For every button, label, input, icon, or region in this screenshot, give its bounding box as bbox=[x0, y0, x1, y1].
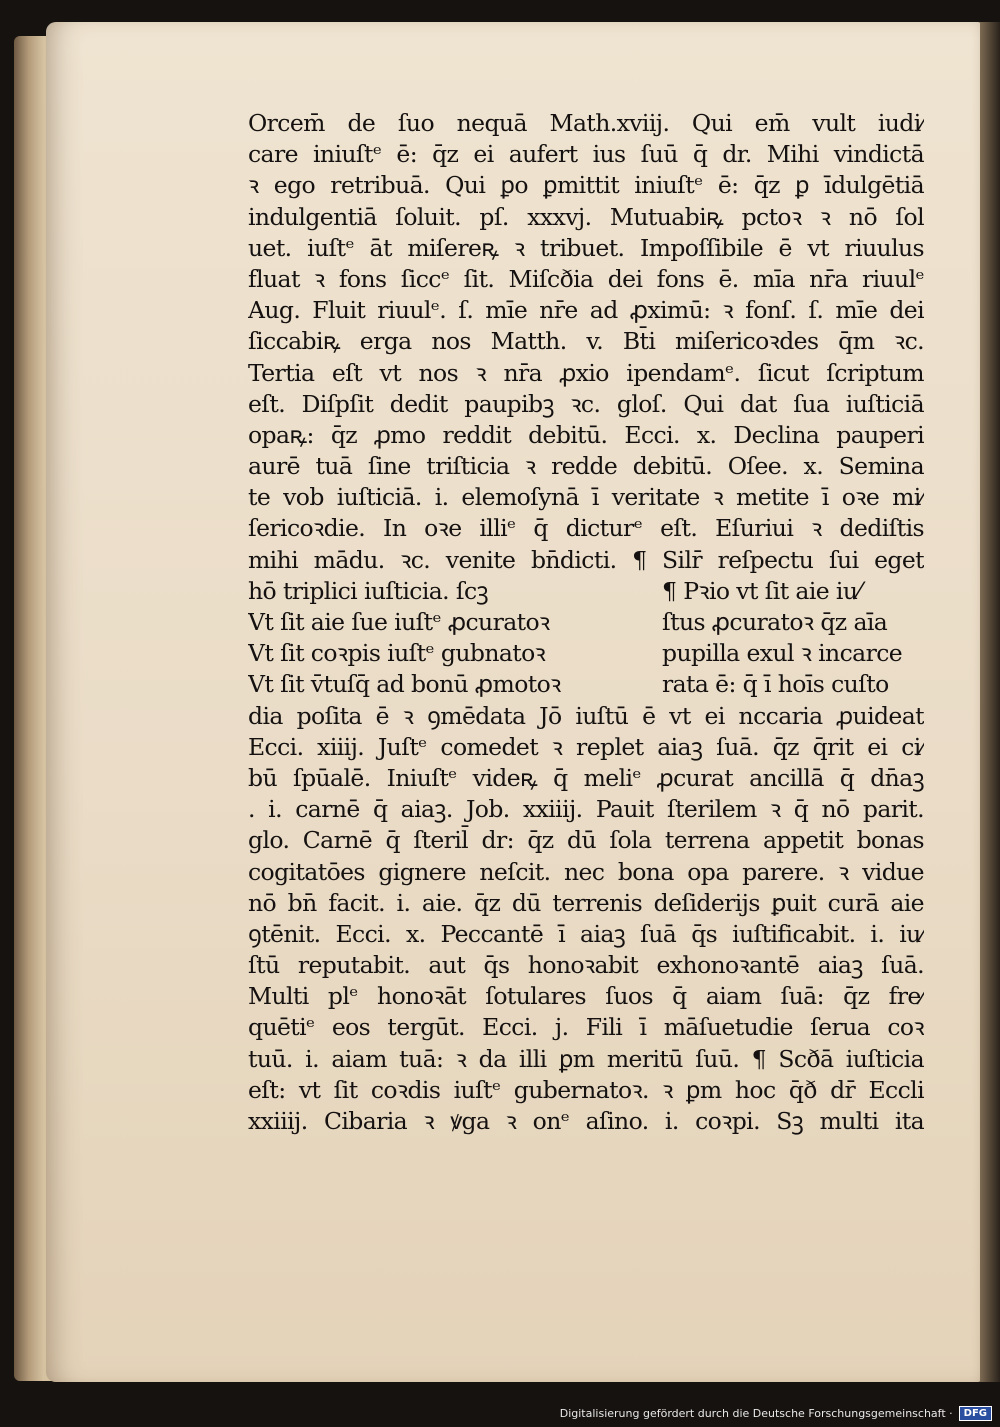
text-line: Tertia eſt vt nos ꝛ nr̄a ꝓxio ipendamᵉ. ſicut ſcriptum bbox=[248, 358, 924, 387]
text-line: ꝛ ego retribuā. Qui ꝑo ꝑmittit iniuſtᵉ ē: q̄z ꝑ īdulgētiā bbox=[248, 171, 924, 200]
text-line: Multi plᵉ honoꝛāt ſotulares ſuos q̄ aiam ſuā: q̄z fre⁄ bbox=[248, 982, 924, 1011]
text-line: xxiiij. Cibaria ꝛ ꝟga ꝛ onᵉ aſino. i. coꝛpi. Sꝫ multi ita bbox=[248, 1107, 924, 1135]
page-shadow-strip bbox=[980, 22, 1000, 1382]
text-line: Orcem̄ de ſuo nequā Math.xviij. Qui em̄ vult iudi⁄ bbox=[248, 109, 924, 137]
text-line: eſt: vt ſit coꝛdis iuſtᵉ gubernatoꝛ. ꝛ ꝑm hoc q̄ð dr̄ Eccli bbox=[248, 1075, 924, 1104]
text-line: ſiccabiꝶ erga nos Matth. v. Bt̄i miſericoꝛdes q̄m ꝛc. bbox=[248, 327, 924, 356]
text-line: te vob iuſticiā. i. elemoſynā ī veritate ꝛ metite ī oꝛe mi⁄ bbox=[248, 483, 924, 512]
text-line: bū ſpūalē. Iniuſtᵉ videꝶ q̄ meliᵉ ꝓcurat ancillā q̄ dn̄aꝫ bbox=[248, 763, 924, 792]
text-line: ſtū reputabit. aut q̄s honoꝛabit exhonoꝛantē aiaꝫ ſuā. bbox=[248, 951, 924, 980]
dfg-logo[interactable]: DFG bbox=[959, 1406, 992, 1421]
text-line: ꝯtēnit. Ecci. x. Peccantē ī aiaꝫ ſuā q̄s iuſtificabit. i. iu⁄ bbox=[248, 919, 924, 948]
page-text bbox=[248, 108, 924, 1137]
text-row-split bbox=[248, 576, 924, 607]
text-line: indulgentiā ſoluit. pſ. xxxvj. Mutuabiꝶ pctoꝛ ꝛ nō ſol bbox=[248, 202, 924, 231]
text-line: Ecci. xiiij. Juſtᵉ comedet ꝛ replet aiaꝫ ſuā. q̄z q̄rit ei ci⁄ bbox=[248, 732, 924, 761]
text-line-right: pupilla exul ꝛ incarce bbox=[662, 639, 903, 668]
text-line: quētiᵉ eos tergūt. Ecci. j. Fili ī māſuetudie ſerua coꝛ bbox=[248, 1013, 924, 1042]
list-item: Vt ſit v̄tuſq̄ ad bonū ꝓmotoꝛ bbox=[248, 670, 561, 699]
text-line-right: ſtus ꝓcuratoꝛ q̄z aīa bbox=[662, 608, 888, 636]
text-line: tuū. i. aiam tuā: ꝛ da illi ꝑm meritū ſuū. ¶ Scðā iuſticia bbox=[248, 1044, 924, 1073]
text-line: glo. Carnē q̄ ſteril̄ dr: q̄z dū ſola terrena appetit bonas bbox=[248, 826, 924, 855]
text-line: uet. iuſtᵉ āt miſereꝶ ꝛ tribuet. Impoſſibile ē vt riuulus bbox=[248, 233, 924, 262]
credit-text: Digitalisierung gefördert durch die Deutsche Forschungsgemeinschaft · bbox=[559, 1407, 953, 1420]
text-line: care iniuſtᵉ ē: q̄z ei aufert ius ſuū q̄ dr. Mihi vindictā bbox=[248, 140, 924, 169]
text-line: Aug. Fluit riuulᵉ. ſ. mīe nr̄e ad ꝓximū: ꝛ fonſ. ſ. mīe dei bbox=[248, 296, 924, 325]
text-line: cogitatōes gignere neſcit. nec bona opa parere. ꝛ vidue bbox=[248, 857, 924, 886]
text-line: opaꝶ: q̄z ꝓmo reddit debitū. Ecci. x. Declina pauperi bbox=[248, 420, 924, 449]
text-line: dia poſita ē ꝛ ꝯmēdata Jō iuſtū ē vt ei nccaria ꝓuideat bbox=[248, 701, 924, 730]
text-line: aurē tuā ſine triſticia ꝛ redde debitū. Oſee. x. Semina bbox=[248, 452, 924, 481]
text-line-right: rata ē: q̄ ī hoīs cuſto bbox=[662, 670, 889, 699]
text-line: ſericoꝛdie. In oꝛe illiᵉ q̄ dicturᵉ eſt. Eſuriui ꝛ dediſtis bbox=[248, 514, 924, 543]
list-item: Vt ſit aie ſue iuſtᵉ ꝓcuratoꝛ bbox=[248, 608, 550, 636]
text-line: fluat ꝛ fons ſiccᵉ ſit. Miſcðia dei fons ē. mīa nr̄a riuulᵉ bbox=[248, 264, 924, 293]
text-line: . i. carnē q̄ aiaꝫ. Job. xxiiij. Pauit ſterilem ꝛ q̄ nō parit. bbox=[248, 795, 924, 824]
text-line: hō triplici iuſticia. ſcꝫ bbox=[248, 576, 488, 605]
text-line: mihi mādu. ꝛc. venite bn̄dicti. ¶ Silr̄ reſpectu ſui eget bbox=[248, 545, 924, 574]
text-line: eſt. Diſpſit dedit paupibꝫ ꝛc. gloſ. Qui dat ſua iuſticiā bbox=[248, 389, 924, 418]
text-row-split bbox=[248, 607, 924, 638]
list-item: Vt ſit coꝛpis iuſtᵉ gubnatoꝛ bbox=[248, 639, 546, 668]
text-line: nō bn̄ facit. i. aie. q̄z dū terrenis deſiderijs ꝑuit curā aie bbox=[248, 888, 924, 917]
digitization-credit bbox=[560, 1406, 992, 1421]
text-line-right: ¶ Pꝛio vt ſit aie iu⁄ bbox=[662, 576, 861, 605]
text-row-split bbox=[248, 669, 924, 700]
text-row-split bbox=[248, 638, 924, 669]
